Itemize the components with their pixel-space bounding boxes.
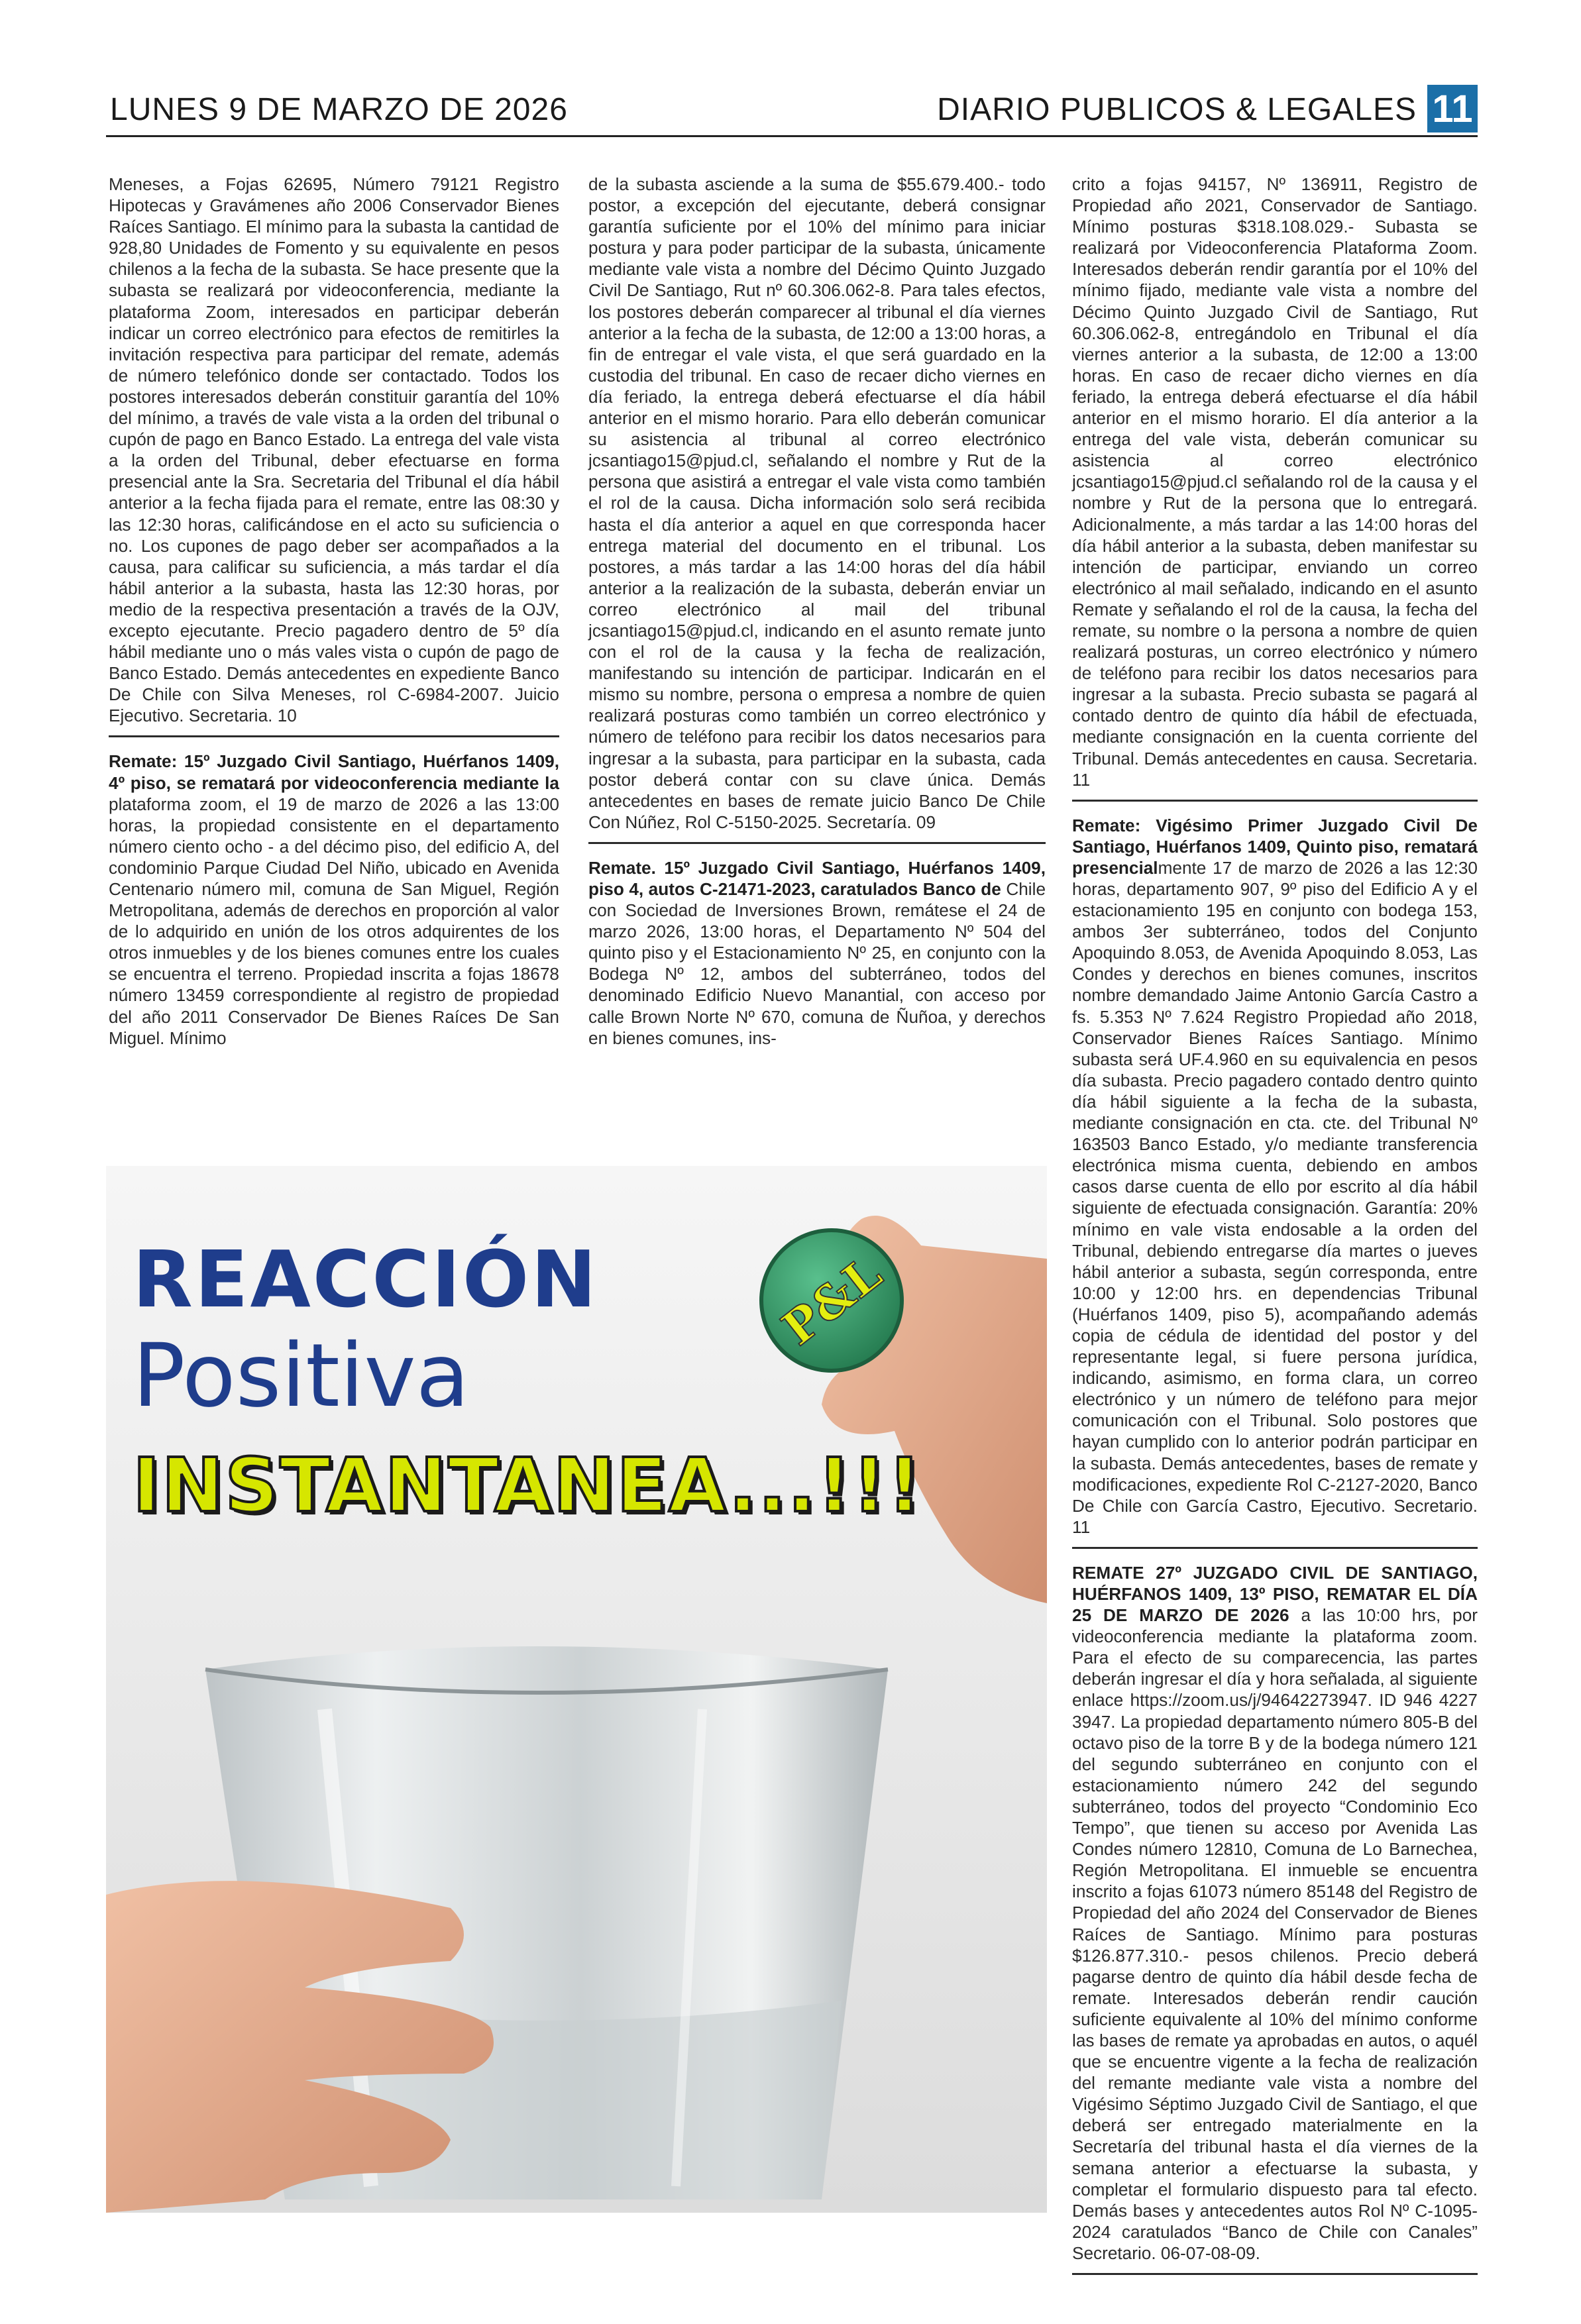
notice-divider [1072,2273,1478,2275]
column-2 [588,174,1046,1049]
header-rule [106,135,1478,137]
notice-divider [1072,800,1478,802]
notice-body: Chile con Sociedad de Inversiones Brown, remátese el 24 de marzo 2026, 13:00 horas, el Departamento Nº 504 del quinto piso y el Estacionamiento Nº 25, en conjunto con la Bodega Nº 12, ambos del subterráneo, todos del denominado Edificio Nuevo Manantial, con acceso por calle Brown Norte Nº 670, comuna de Ñuñoa, y derechos en bienes comunes, ins- [588,879,1046,1048]
notice-divider [588,842,1046,844]
advertisement [106,1166,1047,2213]
coin-logo: P&L [771,1245,892,1356]
notice-text [588,857,1046,1049]
ad-subheadline: Positiva [133,1325,470,1427]
notice-body: mente 17 de marzo de 2026 a las 12:30 horas, departamento 907, 9º piso del Edificio A y el estacionamiento 195 en conjunto con bodega 153, ambos 3er subterráneo, todos del Conjunto Apoquindo 8.053, de Avenida Apoquindo 8.053, Las Condes y derechos en bienes comunes, inscritos nombre demandado Jaime Antonio García Castro a fs. 5.353 Nº 7.624 Registro Propiedad año 2018, Conservador Bienes Raíces Santiago. Mínimo subasta será UF.4.960 en su equivalencia en pesos día subasta. Precio pagadero contado dentro quinto día hábil siguiente a la fecha de la subasta, mediante consignación en cta. cte. del Tribunal Nº 163503 Banco Estado, y/o mediante transferencia electrónica misma cuenta, debiendo en ambos casos darse cuenta de ello por escrito al día hábil siguiente de efectuada consignación. Garantía: 20% mínimo en vale vista endosable a la orden del Tribunal, debiendo entregarse día martes o jueves hábil anterior a subasta, según corresponda, entre 10:00 y 12:00 hrs. en dependencias Tribunal (Huérfanos 1409, piso 5), acompañando además copia de cédula de identidad del postor y del representante legal, si fuere persona jurídica, indicando, asimismo, en forma clara, un correo electrónico y un número de teléfono para mejor comunicación con el Tribunal. Solo postores que hayan cumplido con lo anterior podrán participar en la subasta. Demás antecedentes, bases de remate y modificaciones, expediente Rol C-2127-2020, Banco De Chile con García Castro, Ejecutivo. Secretario. 11 [1072,857,1478,1537]
notice-divider [109,735,559,737]
issue-date: LUNES 9 DE MARZO DE 2026 [110,92,568,127]
publication-name: DIARIO PUBLICOS & LEGALES [937,92,1417,127]
page-header [106,78,1478,131]
ad-tagline: INSTANTANEA...!!! [133,1443,923,1529]
notice-heading: REMATE 27º JUZGADO CIVIL DE SANTIAGO, HUÉRFANOS 1409, 13º PISO, REMATAR EL DÍA 25 DE MARZO DE 2026 [1072,1562,1478,1626]
ad-headline: REACCIÓN [133,1234,598,1325]
notice-text [109,751,559,1048]
notice-text: crito a fojas 94157, Nº 136911, Registro de Propiedad año 2021, Conservador de Santiago. Mínimo posturas $318.108.029.- Subasta se realizará por Videoconferencia Plataforma Zoom. Interesados deberán rendir garantía por el 10% del mínimo fijado, mediante vale vista a nombre del Décimo Quinto Juzgado Civil de Santiago, Rut 60.306.062-8, entregándolo en Tribunal el día viernes anterior a la subasta, de 12:00 a 13:00 horas. En caso de recaer dicho viernes en día feriado, la entrega deberá efectuarse el día hábil anterior en el mismo horario. El día anterior a la entrega del vale vista, deberán comunicar su asistencia al correo electrónico jcsantiago15@pjud.cl señalando rol de la causa y el nombre y Rut de la persona que lo entregará. Adicionalmente, a más tardar a las 14:00 horas del día hábil anterior a la subasta, deben manifestar su intención de participar, enviando un correo electrónico al mail señalado, indicando en el asunto Remate y señalando el rol de la causa, la fecha del remate, su nombre o la persona a nombre de quien realizará posturas, un correo electrónico y número de teléfono para recibir los datos necesarios para ingresar a la subasta. Precio subasta se pagará al contado dentro de quinto día hábil de efectuada, mediante consignación en la cuenta corriente del Tribunal. Demás antecedentes en causa. Secretaria. 11 [1072,174,1478,790]
column-1 [109,174,559,1049]
notice-text: de la subasta asciende a la suma de $55.679.400.- todo postor, a excepción del ejecutante, deberá consignar garantía suficiente por el 10% del mínimo para iniciar postura y para poder participar de la subasta, únicamente mediante vale vista a nombre del Décimo Quinto Juzgado Civil De Santiago, Rut nº 60.306.062-8. Para tales efectos, los postores deberán comparecer al tribunal el día viernes anterior a la fecha de la subasta, de 12:00 a 13:00 horas, a fin de entregar el vale vista, el que será guardado en la custodia del tribunal. En caso de recaer dicho viernes en día feriado, la entrega deberá efectuarse el día hábil anterior en el mismo horario. Para ello deberán comunicar su asistencia al tribunal al correo electrónico jcsantiago15@pjud.cl, señalando el nombre y Rut de la persona que asistirá a entregar el vale vista como también el rol de la causa. Dicha información solo será recibida hasta el día anterior a aquel en que corresponda hacer entrega material del documento en el tribunal. Los postores, a más tardar a las 14:00 horas del día hábil anterior a la realización de la subasta, deberán enviar un correo electrónico al mail del tribunal jcsantiago15@pjud.cl, indicando en el asunto remate junto con el rol de la causa y la fecha de realización, manifestando su intención de participar. Indicarán en el mismo su nombre, persona o empresa a nombre de quien realizará posturas como también un correo electrónico y número de teléfono para recibir los datos necesarios para ingresar a la subasta, para participar en la subasta, cada postor deberá contar con su clave única. Demás antecedentes en bases de remate juicio Banco De Chile Con Núñez, Rol C-5150-2025. Secretaría. 09 [588,174,1046,832]
notice-body: plataforma zoom, el 19 de marzo de 2026 a las 13:00 horas, la propiedad consistente en el departamento número ciento ocho - a del décimo piso, del edificio A, del condominio Parque Ciudad Del Niño, ubicado en Avenida Centenario número mil, comuna de San Miguel, Región Metropolitana, además de derechos en proporción al valor de lo adquirido en unión de los otros adquirentes de los otros inmuebles y de los bienes comunes entre los cuales se encuentra el terreno. Propiedad inscrita a fojas 18678 número 13459 correspondiente al registro de propiedad del año 2011 Conservador De Bienes Raíces De San Miguel. Mínimo [109,794,559,1048]
notice-heading: Remate: 15º Juzgado Civil Santiago, Huérfanos 1409, 4º piso, se rematará por videoconferencia mediante la [109,751,559,793]
notice-text [1072,815,1478,1538]
notice-body: a las 10:00 hrs, por videoconferencia mediante la plataforma zoom. Para el efecto de su comparecencia, las partes deberán ingresar el día y hora señalada, al siguiente enlace https://zoom.us/j/94642273947. ID 946 4227 3947. La propiedad departamento número 805-B del octavo piso de la torre B y de la bodega número 121 del segundo subterráneo en conjunto con el estacionamiento número 242 del segundo subterráneo, todos del proyecto “Condominio Eco Tempo”, que tienen su acceso por Avenida Las Condes número 12810, Comuna de Lo Barnechea, Región Metropolitana. El inmueble se encuentra inscrito a fojas 61073 número 85148 del Registro de Propiedad del año 2024 del Conservador de Bienes Raíces de Santiago. Mínimo para posturas $126.877.310.- pesos chilenos. Precio deberá pagarse dentro de quinto día hábil desde fecha de remate. Interesados deberán rendir caución suficiente equivalente al 10% del mínimo conforme las bases de remate ya aprobadas en autos, o aquél que se encuentre vigente a la fecha de realización del remante mediante vale vista a nombre del Vigésimo Séptimo Juzgado Civil de Santiago, el que deberá ser entregado materialmente en la Secretaría del tribunal hasta el día viernes de la semana anterior a efectuarse la subasta, y completar el formulario dispuesto para tal efecto. Demás bases y antecedentes autos Rol Nº C-1095-2024 caratulados “Banco de Chile con Canales” Secretario. 06-07-08-09. [1072,1605,1478,2263]
column-3 [1072,174,1478,2288]
notice-heading: Remate. 15º Juzgado Civil Santiago, Huérfanos 1409, piso 4, autos C-21471-2023, caratulados Banco de [588,857,1046,899]
notice-divider [1072,1547,1478,1549]
notice-text: Meneses, a Fojas 62695, Número 79121 Registro Hipotecas y Gravámenes año 2006 Conservador Bienes Raíces Santiago. El mínimo para la subasta la cantidad de 928,80 Unidades de Fomento y su equivalente en pesos chilenos a la fecha de la subasta. Se hace presente que la subasta se realizará por videoconferencia, mediante la plataforma Zoom, interesados en participar deberán indicar un correo electrónico para efectos de remitirles la invitación respectiva para participar del remate, además de número telefónico donde ser contactado. Todos los postores interesados deberán constituir garantía del 10% del mínimo, a través de vale vista a la orden del tribunal o cupón de pago en Banco Estado. La entrega del vale vista a la orden del Tribunal, deber efectuarse en forma presencial ante la Sra. Secretaria del Tribunal el día hábil anterior a la fecha fijada para el remate, entre las 08:30 y las 12:30 horas, calificándose en el acto su suficiencia o no. Los cupones de pago deber ser acompañados a la causa, para calificar su suficiencia, a más tardar el día hábil anterior a la subasta, hasta las 12:30 horas, por medio de la respectiva presentación a través de la OJV, excepto ejecutante. Precio pagadero dentro de 5º día hábil mediante uno o más vales vista o cupón de pago de Banco Estado. Demás antecedentes en expediente Banco De Chile con Silva Meneses, rol C-6984-2007. Juicio Ejecutivo. Secretaria. 10 [109,174,559,726]
page-number-badge: 11 [1427,85,1478,132]
notice-heading: Remate: Vigésimo Primer Juzgado Civil De Santiago, Huérfanos 1409, Quinto piso, rematará presencial [1072,815,1478,878]
notice-text [1072,1562,1478,2264]
